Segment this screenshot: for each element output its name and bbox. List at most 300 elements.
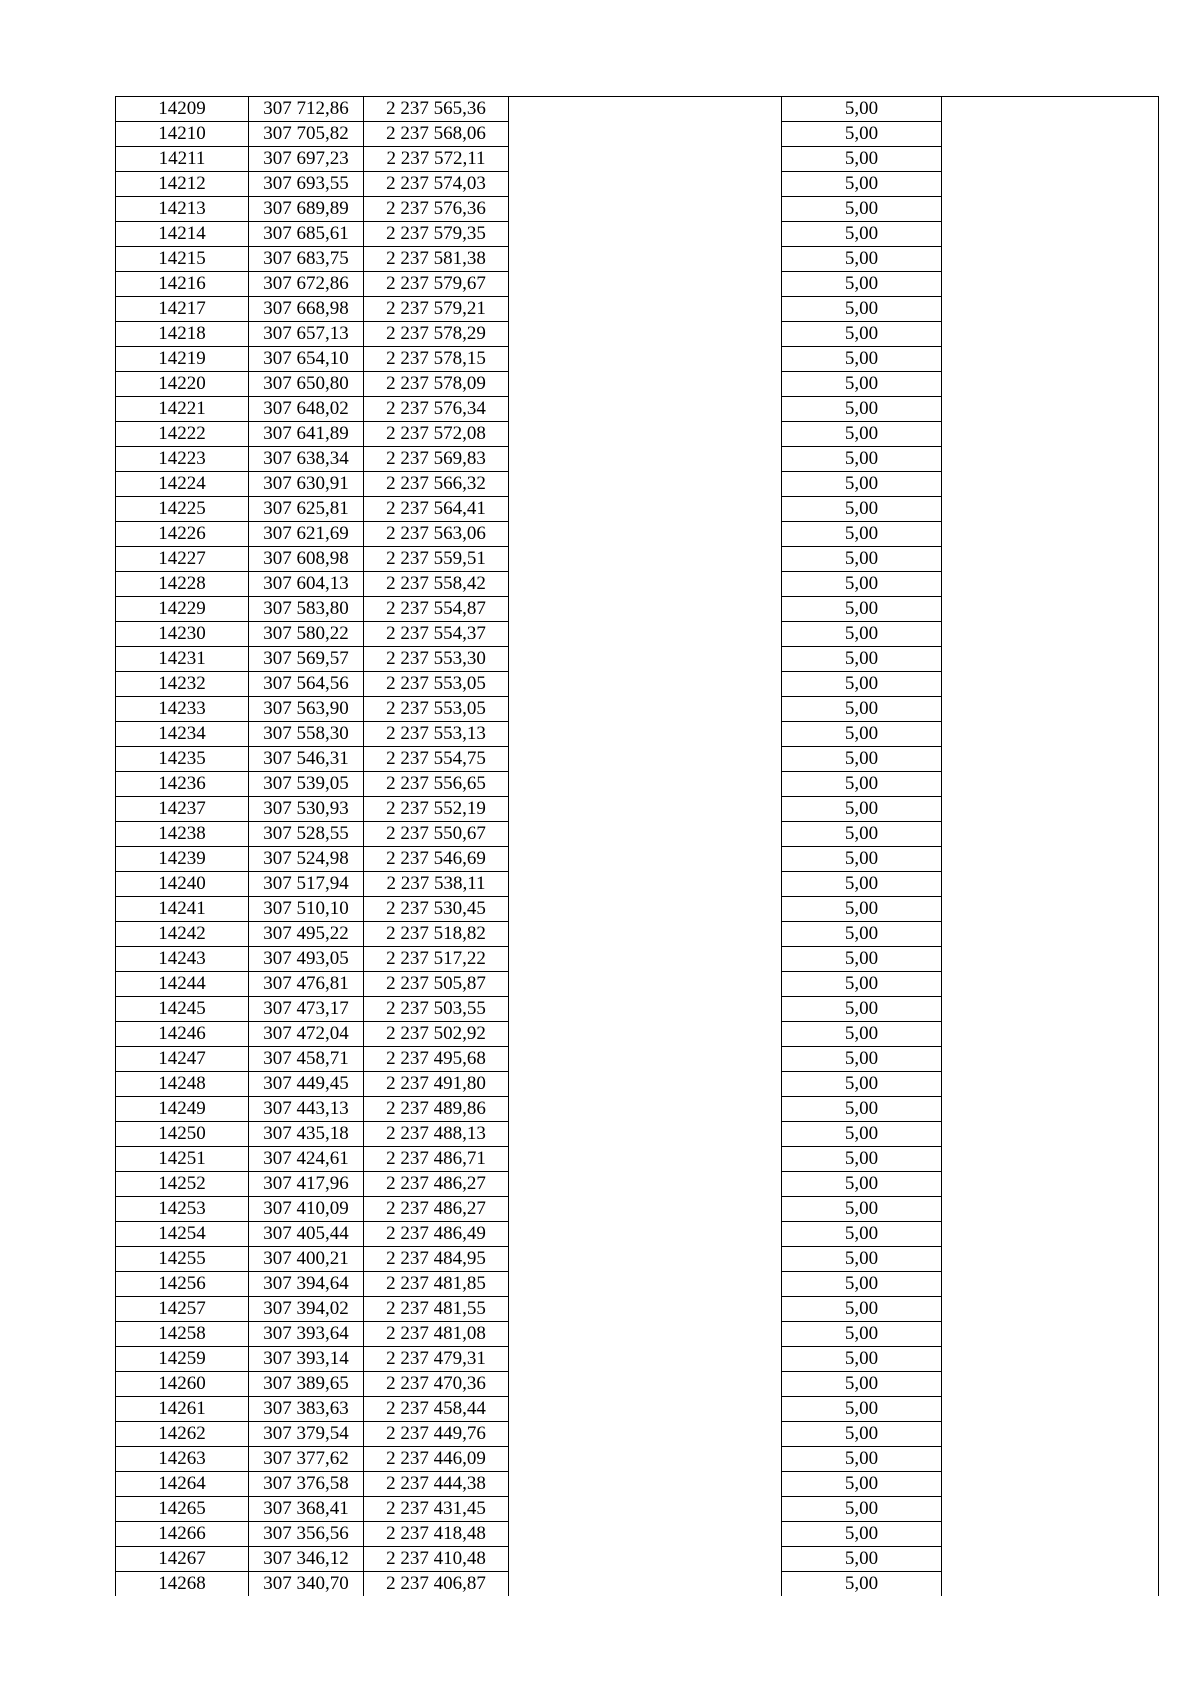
table-row (116, 947, 1159, 972)
x-coordinate-cell: 307 340,70 (249, 1572, 364, 1597)
y-coordinate-cell: 2 237 553,05 (364, 697, 509, 722)
y-coordinate-cell: 2 237 518,82 (364, 922, 509, 947)
y-coordinate-cell: 2 237 581,38 (364, 247, 509, 272)
table-row (116, 547, 1159, 572)
table-row (116, 622, 1159, 647)
y-coordinate-cell: 2 237 550,67 (364, 822, 509, 847)
table-row (116, 297, 1159, 322)
note-cell (942, 1297, 1159, 1322)
method-cell (509, 422, 782, 447)
x-coordinate-cell: 307 393,14 (249, 1347, 364, 1372)
point-number-cell: 14217 (116, 297, 249, 322)
y-coordinate-cell: 2 237 554,75 (364, 747, 509, 772)
method-cell (509, 697, 782, 722)
note-cell (942, 197, 1159, 222)
x-coordinate-cell: 307 379,54 (249, 1422, 364, 1447)
table-row (116, 1322, 1159, 1347)
point-number-cell: 14259 (116, 1347, 249, 1372)
method-cell (509, 997, 782, 1022)
x-coordinate-cell: 307 393,64 (249, 1322, 364, 1347)
point-number-cell: 14244 (116, 972, 249, 997)
method-cell (509, 447, 782, 472)
point-number-cell: 14232 (116, 672, 249, 697)
point-number-cell: 14255 (116, 1247, 249, 1272)
accuracy-cell: 5,00 (782, 1497, 942, 1522)
y-coordinate-cell: 2 237 574,03 (364, 172, 509, 197)
point-number-cell: 14250 (116, 1122, 249, 1147)
y-coordinate-cell: 2 237 446,09 (364, 1447, 509, 1472)
method-cell (509, 222, 782, 247)
table-row (116, 272, 1159, 297)
x-coordinate-cell: 307 417,96 (249, 1172, 364, 1197)
table-row (116, 1447, 1159, 1472)
y-coordinate-cell: 2 237 470,36 (364, 1372, 509, 1397)
x-coordinate-cell: 307 530,93 (249, 797, 364, 822)
y-coordinate-cell: 2 237 578,15 (364, 347, 509, 372)
method-cell (509, 597, 782, 622)
table-row (116, 197, 1159, 222)
point-number-cell: 14254 (116, 1222, 249, 1247)
accuracy-cell: 5,00 (782, 1247, 942, 1272)
point-number-cell: 14230 (116, 622, 249, 647)
y-coordinate-cell: 2 237 565,36 (364, 97, 509, 122)
point-number-cell: 14210 (116, 122, 249, 147)
point-number-cell: 14218 (116, 322, 249, 347)
y-coordinate-cell: 2 237 444,38 (364, 1472, 509, 1497)
x-coordinate-cell: 307 683,75 (249, 247, 364, 272)
method-cell (509, 1497, 782, 1522)
table-row (116, 747, 1159, 772)
table-row (116, 922, 1159, 947)
y-coordinate-cell: 2 237 495,68 (364, 1047, 509, 1072)
y-coordinate-cell: 2 237 578,09 (364, 372, 509, 397)
point-number-cell: 14261 (116, 1397, 249, 1422)
y-coordinate-cell: 2 237 556,65 (364, 772, 509, 797)
table-row (116, 847, 1159, 872)
point-number-cell: 14266 (116, 1522, 249, 1547)
coordinate-table-body (116, 97, 1159, 1597)
point-number-cell: 14258 (116, 1322, 249, 1347)
note-cell (942, 1222, 1159, 1247)
point-number-cell: 14223 (116, 447, 249, 472)
x-coordinate-cell: 307 672,86 (249, 272, 364, 297)
table-row (116, 1547, 1159, 1572)
note-cell (942, 1572, 1159, 1597)
accuracy-cell: 5,00 (782, 1572, 942, 1597)
x-coordinate-cell: 307 493,05 (249, 947, 364, 972)
accuracy-cell: 5,00 (782, 747, 942, 772)
x-coordinate-cell: 307 458,71 (249, 1047, 364, 1072)
x-coordinate-cell: 307 377,62 (249, 1447, 364, 1472)
y-coordinate-cell: 2 237 538,11 (364, 872, 509, 897)
table-row (116, 1097, 1159, 1122)
accuracy-cell: 5,00 (782, 972, 942, 997)
table-row (116, 872, 1159, 897)
note-cell (942, 322, 1159, 347)
accuracy-cell: 5,00 (782, 547, 942, 572)
x-coordinate-cell: 307 424,61 (249, 1147, 364, 1172)
accuracy-cell: 5,00 (782, 372, 942, 397)
method-cell (509, 922, 782, 947)
x-coordinate-cell: 307 712,86 (249, 97, 364, 122)
point-number-cell: 14222 (116, 422, 249, 447)
method-cell (509, 947, 782, 972)
x-coordinate-cell: 307 689,89 (249, 197, 364, 222)
note-cell (942, 522, 1159, 547)
note-cell (942, 722, 1159, 747)
x-coordinate-cell: 307 495,22 (249, 922, 364, 947)
table-row (116, 1347, 1159, 1372)
note-cell (942, 847, 1159, 872)
table-row (116, 897, 1159, 922)
note-cell (942, 472, 1159, 497)
table-row (116, 497, 1159, 522)
table-row (116, 222, 1159, 247)
note-cell (942, 647, 1159, 672)
accuracy-cell: 5,00 (782, 1022, 942, 1047)
method-cell (509, 722, 782, 747)
point-number-cell: 14265 (116, 1497, 249, 1522)
y-coordinate-cell: 2 237 546,69 (364, 847, 509, 872)
x-coordinate-cell: 307 443,13 (249, 1097, 364, 1122)
note-cell (942, 1347, 1159, 1372)
y-coordinate-cell: 2 237 579,35 (364, 222, 509, 247)
method-cell (509, 1372, 782, 1397)
table-row (116, 1297, 1159, 1322)
note-cell (942, 972, 1159, 997)
y-coordinate-cell: 2 237 559,51 (364, 547, 509, 572)
point-number-cell: 14215 (116, 247, 249, 272)
note-cell (942, 1247, 1159, 1272)
table-row (116, 647, 1159, 672)
note-cell (942, 872, 1159, 897)
point-number-cell: 14242 (116, 922, 249, 947)
accuracy-cell: 5,00 (782, 1372, 942, 1397)
point-number-cell: 14240 (116, 872, 249, 897)
accuracy-cell: 5,00 (782, 1397, 942, 1422)
point-number-cell: 14245 (116, 997, 249, 1022)
table-row (116, 97, 1159, 122)
point-number-cell: 14239 (116, 847, 249, 872)
accuracy-cell: 5,00 (782, 922, 942, 947)
table-row (116, 972, 1159, 997)
y-coordinate-cell: 2 237 481,55 (364, 1297, 509, 1322)
method-cell (509, 622, 782, 647)
note-cell (942, 1547, 1159, 1572)
point-number-cell: 14248 (116, 1072, 249, 1097)
point-number-cell: 14243 (116, 947, 249, 972)
point-number-cell: 14256 (116, 1272, 249, 1297)
accuracy-cell: 5,00 (782, 1547, 942, 1572)
coordinate-table-page (115, 96, 1158, 1596)
note-cell (942, 947, 1159, 972)
x-coordinate-cell: 307 400,21 (249, 1247, 364, 1272)
point-number-cell: 14216 (116, 272, 249, 297)
method-cell (509, 1072, 782, 1097)
accuracy-cell: 5,00 (782, 697, 942, 722)
method-cell (509, 1047, 782, 1072)
y-coordinate-cell: 2 237 572,08 (364, 422, 509, 447)
accuracy-cell: 5,00 (782, 1147, 942, 1172)
x-coordinate-cell: 307 524,98 (249, 847, 364, 872)
point-number-cell: 14268 (116, 1572, 249, 1597)
x-coordinate-cell: 307 621,69 (249, 522, 364, 547)
method-cell (509, 647, 782, 672)
table-row (116, 522, 1159, 547)
y-coordinate-cell: 2 237 576,34 (364, 397, 509, 422)
table-row (116, 797, 1159, 822)
table-row (116, 1047, 1159, 1072)
note-cell (942, 572, 1159, 597)
note-cell (942, 397, 1159, 422)
table-row (116, 772, 1159, 797)
x-coordinate-cell: 307 654,10 (249, 347, 364, 372)
method-cell (509, 822, 782, 847)
table-row (116, 1472, 1159, 1497)
y-coordinate-cell: 2 237 530,45 (364, 897, 509, 922)
point-number-cell: 14241 (116, 897, 249, 922)
method-cell (509, 272, 782, 297)
method-cell (509, 772, 782, 797)
x-coordinate-cell: 307 657,13 (249, 322, 364, 347)
table-row (116, 1222, 1159, 1247)
note-cell (942, 1422, 1159, 1447)
point-number-cell: 14263 (116, 1447, 249, 1472)
table-row (116, 1022, 1159, 1047)
note-cell (942, 772, 1159, 797)
x-coordinate-cell: 307 697,23 (249, 147, 364, 172)
x-coordinate-cell: 307 383,63 (249, 1397, 364, 1422)
table-row (116, 1247, 1159, 1272)
method-cell (509, 397, 782, 422)
x-coordinate-cell: 307 630,91 (249, 472, 364, 497)
note-cell (942, 1522, 1159, 1547)
accuracy-cell: 5,00 (782, 1447, 942, 1472)
method-cell (509, 1472, 782, 1497)
note-cell (942, 1197, 1159, 1222)
point-number-cell: 14257 (116, 1297, 249, 1322)
x-coordinate-cell: 307 638,34 (249, 447, 364, 472)
y-coordinate-cell: 2 237 553,30 (364, 647, 509, 672)
y-coordinate-cell: 2 237 481,08 (364, 1322, 509, 1347)
point-number-cell: 14229 (116, 597, 249, 622)
y-coordinate-cell: 2 237 486,49 (364, 1222, 509, 1247)
point-number-cell: 14237 (116, 797, 249, 822)
table-row (116, 597, 1159, 622)
method-cell (509, 1447, 782, 1472)
point-number-cell: 14231 (116, 647, 249, 672)
accuracy-cell: 5,00 (782, 1522, 942, 1547)
method-cell (509, 297, 782, 322)
accuracy-cell: 5,00 (782, 147, 942, 172)
method-cell (509, 347, 782, 372)
x-coordinate-cell: 307 389,65 (249, 1372, 364, 1397)
note-cell (942, 1072, 1159, 1097)
table-row (116, 722, 1159, 747)
table-row (116, 997, 1159, 1022)
y-coordinate-cell: 2 237 486,27 (364, 1172, 509, 1197)
accuracy-cell: 5,00 (782, 597, 942, 622)
table-row (116, 1172, 1159, 1197)
note-cell (942, 272, 1159, 297)
method-cell (509, 497, 782, 522)
x-coordinate-cell: 307 435,18 (249, 1122, 364, 1147)
x-coordinate-cell: 307 356,56 (249, 1522, 364, 1547)
x-coordinate-cell: 307 476,81 (249, 972, 364, 997)
note-cell (942, 97, 1159, 122)
x-coordinate-cell: 307 346,12 (249, 1547, 364, 1572)
x-coordinate-cell: 307 569,57 (249, 647, 364, 672)
table-row (116, 1072, 1159, 1097)
point-number-cell: 14262 (116, 1422, 249, 1447)
accuracy-cell: 5,00 (782, 622, 942, 647)
note-cell (942, 422, 1159, 447)
accuracy-cell: 5,00 (782, 1122, 942, 1147)
y-coordinate-cell: 2 237 572,11 (364, 147, 509, 172)
x-coordinate-cell: 307 368,41 (249, 1497, 364, 1522)
point-number-cell: 14226 (116, 522, 249, 547)
table-row (116, 447, 1159, 472)
accuracy-cell: 5,00 (782, 422, 942, 447)
note-cell (942, 747, 1159, 772)
method-cell (509, 972, 782, 997)
y-coordinate-cell: 2 237 558,42 (364, 572, 509, 597)
method-cell (509, 1122, 782, 1147)
accuracy-cell: 5,00 (782, 1222, 942, 1247)
method-cell (509, 547, 782, 572)
method-cell (509, 1197, 782, 1222)
note-cell (942, 497, 1159, 522)
x-coordinate-cell: 307 473,17 (249, 997, 364, 1022)
accuracy-cell: 5,00 (782, 997, 942, 1022)
point-number-cell: 14235 (116, 747, 249, 772)
y-coordinate-cell: 2 237 566,32 (364, 472, 509, 497)
point-number-cell: 14213 (116, 197, 249, 222)
note-cell (942, 1397, 1159, 1422)
point-number-cell: 14233 (116, 697, 249, 722)
method-cell (509, 247, 782, 272)
note-cell (942, 1272, 1159, 1297)
method-cell (509, 472, 782, 497)
point-number-cell: 14227 (116, 547, 249, 572)
y-coordinate-cell: 2 237 517,22 (364, 947, 509, 972)
note-cell (942, 922, 1159, 947)
table-row (116, 822, 1159, 847)
note-cell (942, 697, 1159, 722)
method-cell (509, 1297, 782, 1322)
y-coordinate-cell: 2 237 449,76 (364, 1422, 509, 1447)
x-coordinate-cell: 307 668,98 (249, 297, 364, 322)
method-cell (509, 747, 782, 772)
table-row (116, 247, 1159, 272)
y-coordinate-cell: 2 237 489,86 (364, 1097, 509, 1122)
accuracy-cell: 5,00 (782, 1347, 942, 1372)
y-coordinate-cell: 2 237 491,80 (364, 1072, 509, 1097)
note-cell (942, 1147, 1159, 1172)
note-cell (942, 172, 1159, 197)
accuracy-cell: 5,00 (782, 522, 942, 547)
y-coordinate-cell: 2 237 563,06 (364, 522, 509, 547)
point-number-cell: 14236 (116, 772, 249, 797)
table-row (116, 697, 1159, 722)
table-row (116, 1147, 1159, 1172)
y-coordinate-cell: 2 237 578,29 (364, 322, 509, 347)
table-row (116, 1122, 1159, 1147)
table-row (116, 472, 1159, 497)
accuracy-cell: 5,00 (782, 822, 942, 847)
accuracy-cell: 5,00 (782, 772, 942, 797)
accuracy-cell: 5,00 (782, 1097, 942, 1122)
note-cell (942, 1122, 1159, 1147)
accuracy-cell: 5,00 (782, 947, 942, 972)
point-number-cell: 14224 (116, 472, 249, 497)
y-coordinate-cell: 2 237 568,06 (364, 122, 509, 147)
note-cell (942, 622, 1159, 647)
note-cell (942, 447, 1159, 472)
note-cell (942, 547, 1159, 572)
x-coordinate-cell: 307 539,05 (249, 772, 364, 797)
table-row (116, 1272, 1159, 1297)
table-row (116, 572, 1159, 597)
note-cell (942, 372, 1159, 397)
accuracy-cell: 5,00 (782, 222, 942, 247)
y-coordinate-cell: 2 237 486,27 (364, 1197, 509, 1222)
y-coordinate-cell: 2 237 553,05 (364, 672, 509, 697)
point-number-cell: 14251 (116, 1147, 249, 1172)
accuracy-cell: 5,00 (782, 797, 942, 822)
method-cell (509, 147, 782, 172)
accuracy-cell: 5,00 (782, 1272, 942, 1297)
method-cell (509, 1572, 782, 1597)
accuracy-cell: 5,00 (782, 672, 942, 697)
x-coordinate-cell: 307 449,45 (249, 1072, 364, 1097)
note-cell (942, 897, 1159, 922)
table-row (116, 1522, 1159, 1547)
y-coordinate-cell: 2 237 406,87 (364, 1572, 509, 1597)
y-coordinate-cell: 2 237 552,19 (364, 797, 509, 822)
accuracy-cell: 5,00 (782, 897, 942, 922)
point-number-cell: 14260 (116, 1372, 249, 1397)
accuracy-cell: 5,00 (782, 1197, 942, 1222)
method-cell (509, 1097, 782, 1122)
accuracy-cell: 5,00 (782, 122, 942, 147)
table-row (116, 1422, 1159, 1447)
note-cell (942, 797, 1159, 822)
x-coordinate-cell: 307 517,94 (249, 872, 364, 897)
y-coordinate-cell: 2 237 576,36 (364, 197, 509, 222)
point-number-cell: 14267 (116, 1547, 249, 1572)
x-coordinate-cell: 307 641,89 (249, 422, 364, 447)
accuracy-cell: 5,00 (782, 1172, 942, 1197)
accuracy-cell: 5,00 (782, 647, 942, 672)
accuracy-cell: 5,00 (782, 447, 942, 472)
method-cell (509, 122, 782, 147)
x-coordinate-cell: 307 648,02 (249, 397, 364, 422)
note-cell (942, 222, 1159, 247)
table-row (116, 372, 1159, 397)
accuracy-cell: 5,00 (782, 1322, 942, 1347)
y-coordinate-cell: 2 237 569,83 (364, 447, 509, 472)
accuracy-cell: 5,00 (782, 1472, 942, 1497)
accuracy-cell: 5,00 (782, 497, 942, 522)
x-coordinate-cell: 307 472,04 (249, 1022, 364, 1047)
method-cell (509, 1547, 782, 1572)
y-coordinate-cell: 2 237 458,44 (364, 1397, 509, 1422)
note-cell (942, 1047, 1159, 1072)
note-cell (942, 1322, 1159, 1347)
method-cell (509, 1422, 782, 1447)
accuracy-cell: 5,00 (782, 722, 942, 747)
